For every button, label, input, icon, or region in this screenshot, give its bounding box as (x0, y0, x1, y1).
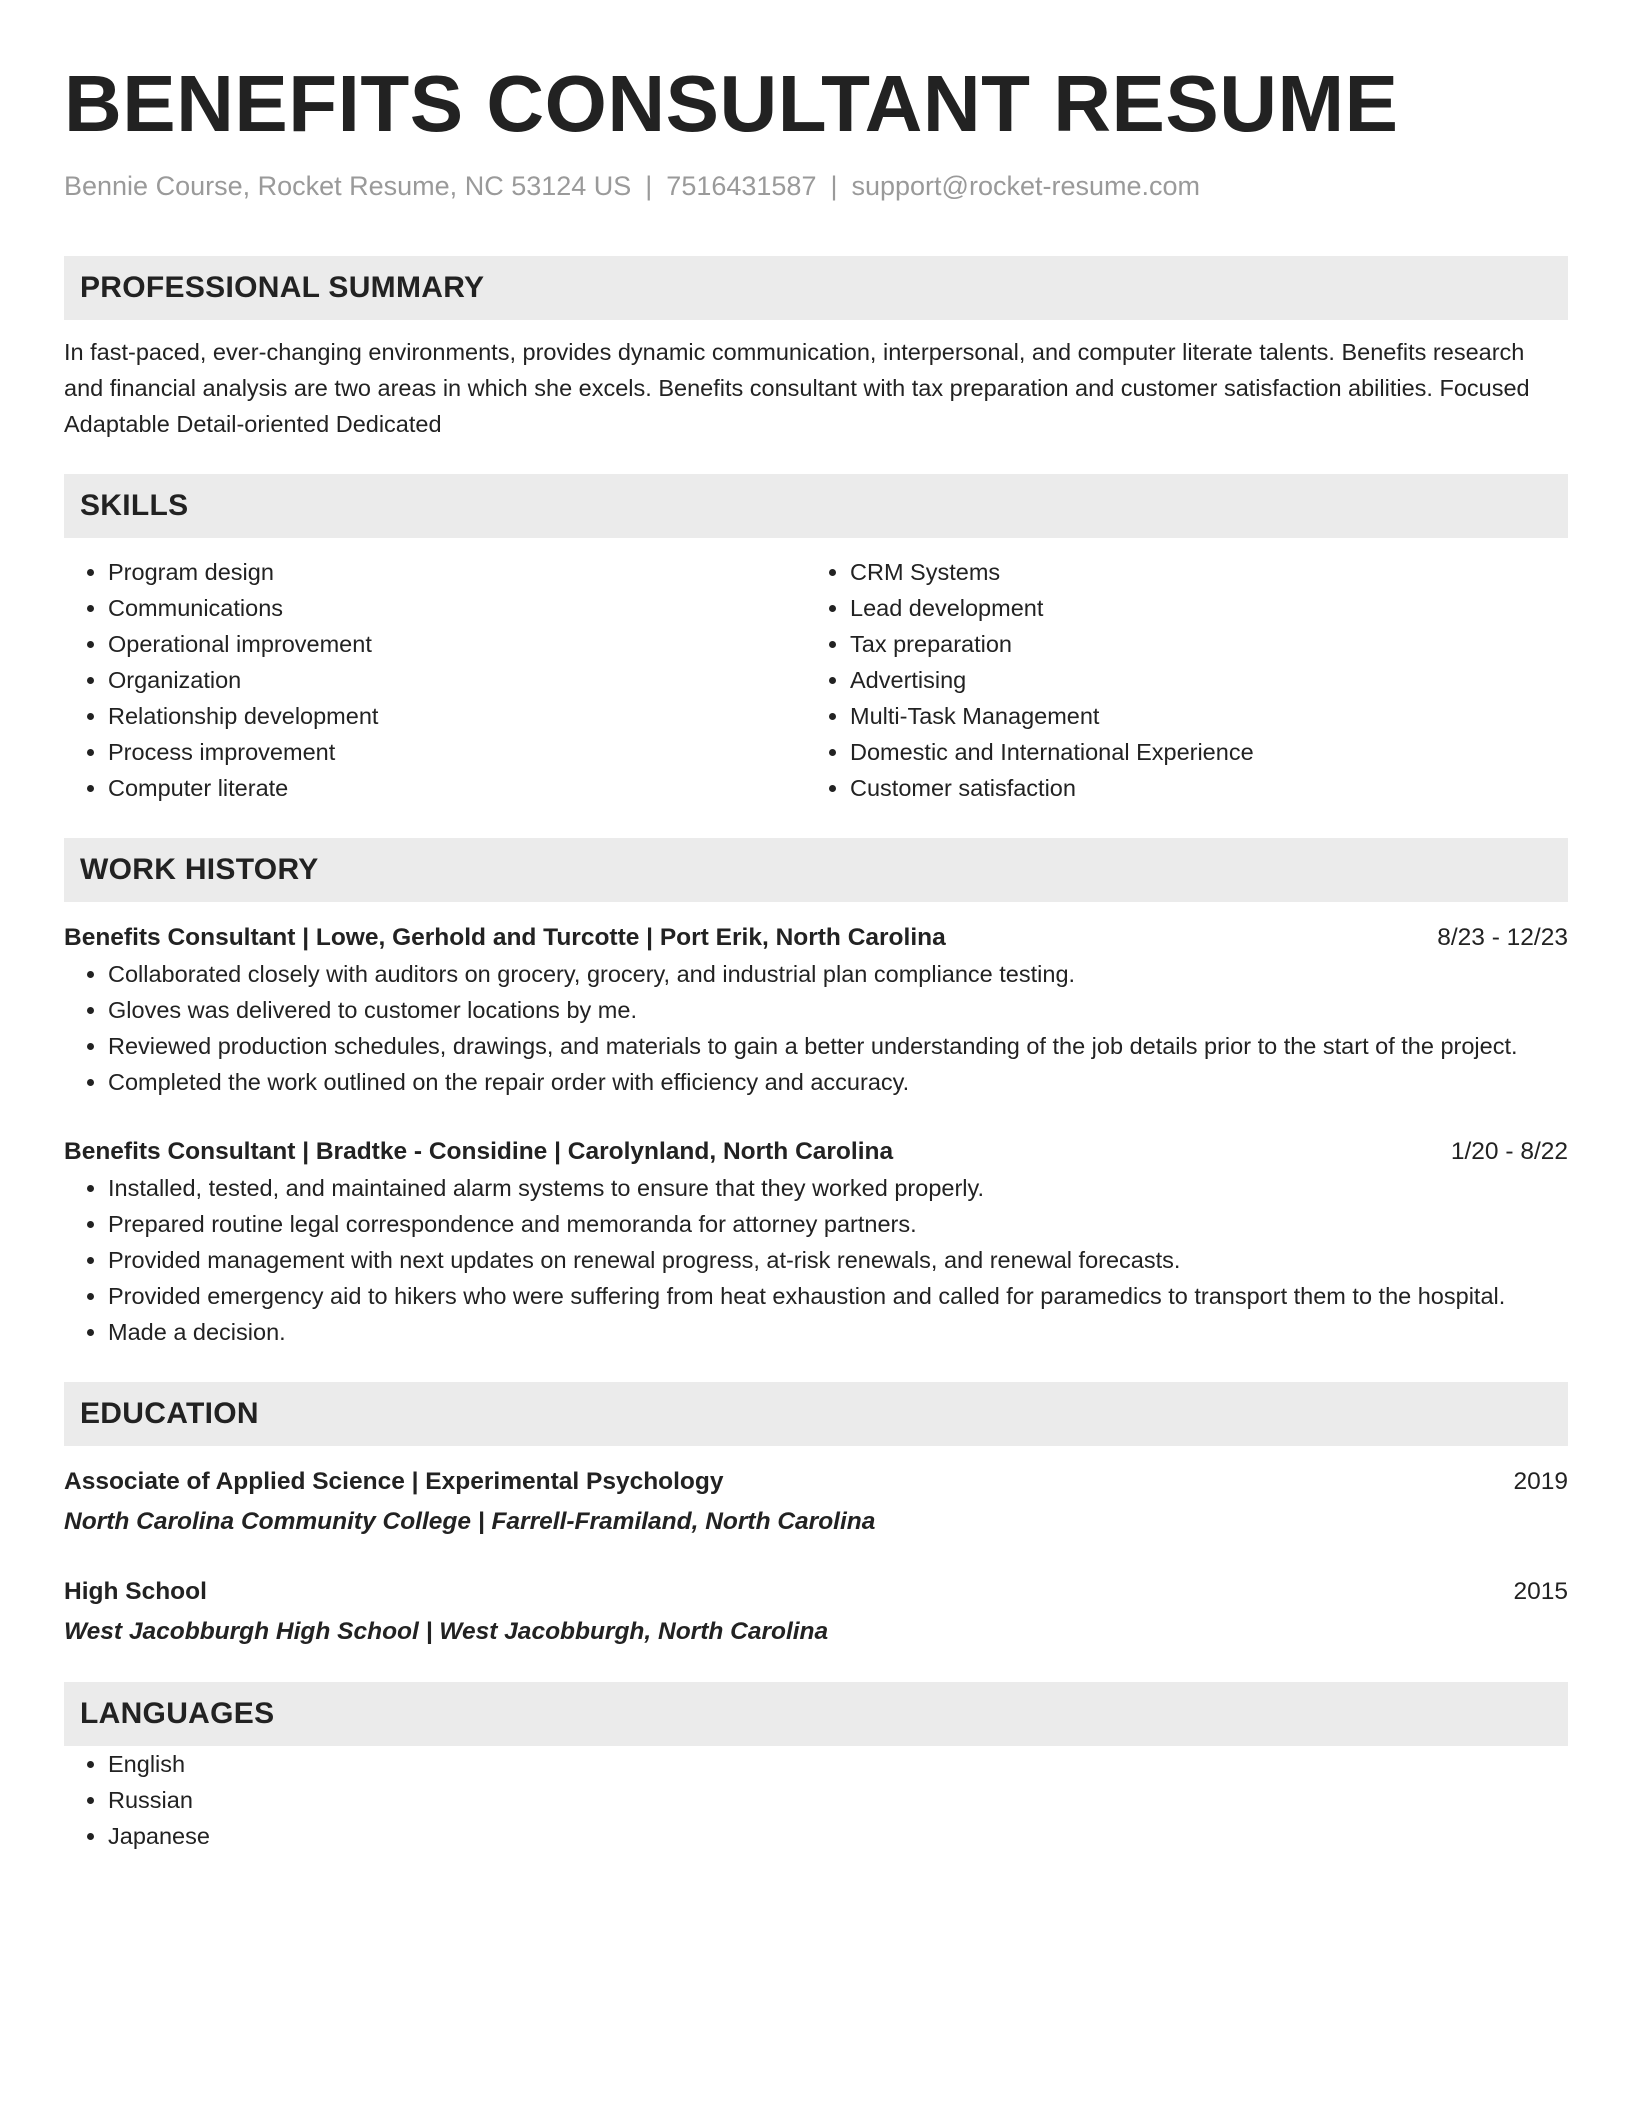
skill-item: • Operational improvement (108, 626, 806, 662)
skill-item: • Relationship development (108, 698, 806, 734)
job-bullet: • Provided management with next updates on renewal progress, at-risk renewals, and renewal forecasts. (108, 1242, 1568, 1278)
skill-item: • Advertising (850, 662, 1548, 698)
language-item: • Japanese (108, 1818, 1568, 1854)
job-title: Benefits Consultant | Bradtke - Considine | Carolynland, North Carolina (64, 1138, 894, 1165)
education-degree: Associate of Applied Science | Experimental Psychology (64, 1468, 724, 1495)
contact-separator: | (830, 171, 838, 201)
job-bullet: • Installed, tested, and maintained alarm systems to ensure that they worked properly. (108, 1170, 1568, 1206)
job-dates: 8/23 - 12/23 (1437, 924, 1568, 951)
job-bullets (64, 956, 1568, 1100)
job-bullet: • Prepared routine legal correspondence and memoranda for attorney partners. (108, 1206, 1568, 1242)
contact-separator: | (645, 171, 653, 201)
contact-email: support@rocket-resume.com (851, 171, 1201, 201)
contact-line (64, 168, 1568, 204)
contact-phone: 7516431587 (666, 171, 817, 201)
job-bullet: • Provided emergency aid to hikers who were suffering from heat exhaustion and called for paramedics to transport them to the hospital. (108, 1278, 1568, 1314)
education-degree: High School (64, 1578, 207, 1605)
education-header (64, 1464, 1568, 1500)
language-item: • English (108, 1746, 1568, 1782)
skill-item: • Lead development (850, 590, 1548, 626)
skill-item: • Communications (108, 590, 806, 626)
resume-page (64, 56, 1568, 1854)
education-year: 2015 (1513, 1578, 1568, 1605)
job-bullet: • Collaborated closely with auditors on grocery, grocery, and industrial plan compliance testing. (108, 956, 1568, 992)
skills-list (64, 554, 1568, 806)
language-item: • Russian (108, 1782, 1568, 1818)
skill-item: • Domestic and International Experience (850, 734, 1548, 770)
skill-item: • CRM Systems (850, 554, 1548, 590)
education-header (64, 1574, 1568, 1610)
job-bullets (64, 1170, 1568, 1350)
skill-item: • Program design (108, 554, 806, 590)
skill-item: • Multi-Task Management (850, 698, 1548, 734)
section-heading-skills: SKILLS (64, 474, 1568, 538)
skills-column-right (806, 554, 1548, 806)
skill-item: • Tax preparation (850, 626, 1548, 662)
section-heading-education: EDUCATION (64, 1382, 1568, 1446)
job-bullet: • Made a decision. (108, 1314, 1568, 1350)
job-bullet: • Reviewed production schedules, drawings, and materials to gain a better understanding of the job details prior to the start of the project. (108, 1028, 1568, 1064)
education-year: 2019 (1513, 1468, 1568, 1495)
job-header (64, 1134, 1568, 1170)
job-header (64, 920, 1568, 956)
skill-item: • Process improvement (108, 734, 806, 770)
languages-list (64, 1746, 1568, 1854)
resume-title: BENEFITS CONSULTANT RESUME (64, 59, 1399, 148)
contact-address: Bennie Course, Rocket Resume, NC 53124 US (64, 171, 632, 201)
education-school: North Carolina Community College | Farrell-Framiland, North Carolina (64, 1508, 876, 1535)
section-heading-work-history: WORK HISTORY (64, 838, 1568, 902)
section-heading-summary: PROFESSIONAL SUMMARY (64, 256, 1568, 320)
job-dates: 1/20 - 8/22 (1450, 1138, 1568, 1165)
job-bullet: • Gloves was delivered to customer locations by me. (108, 992, 1568, 1028)
job-title: Benefits Consultant | Lowe, Gerhold and Turcotte | Port Erik, North Carolina (64, 924, 946, 951)
job-bullet: • Completed the work outlined on the repair order with efficiency and accuracy. (108, 1064, 1568, 1100)
skills-column-left (64, 554, 806, 806)
skill-item: • Customer satisfaction (850, 770, 1548, 806)
section-heading-languages: LANGUAGES (64, 1682, 1568, 1746)
skill-item: • Organization (108, 662, 806, 698)
skill-item: • Computer literate (108, 770, 806, 806)
education-school: West Jacobburgh High School | West Jacobburgh, North Carolina (64, 1618, 829, 1645)
summary-text: In fast-paced, ever-changing environments, provides dynamic communication, interpersonal, and computer literate talents. Benefits research and financial analysis are two areas in which she excels. Benefits consultant with tax preparation and customer satisfaction abilities. Focused Adaptable Detail-oriented Dedicated (64, 339, 1530, 437)
